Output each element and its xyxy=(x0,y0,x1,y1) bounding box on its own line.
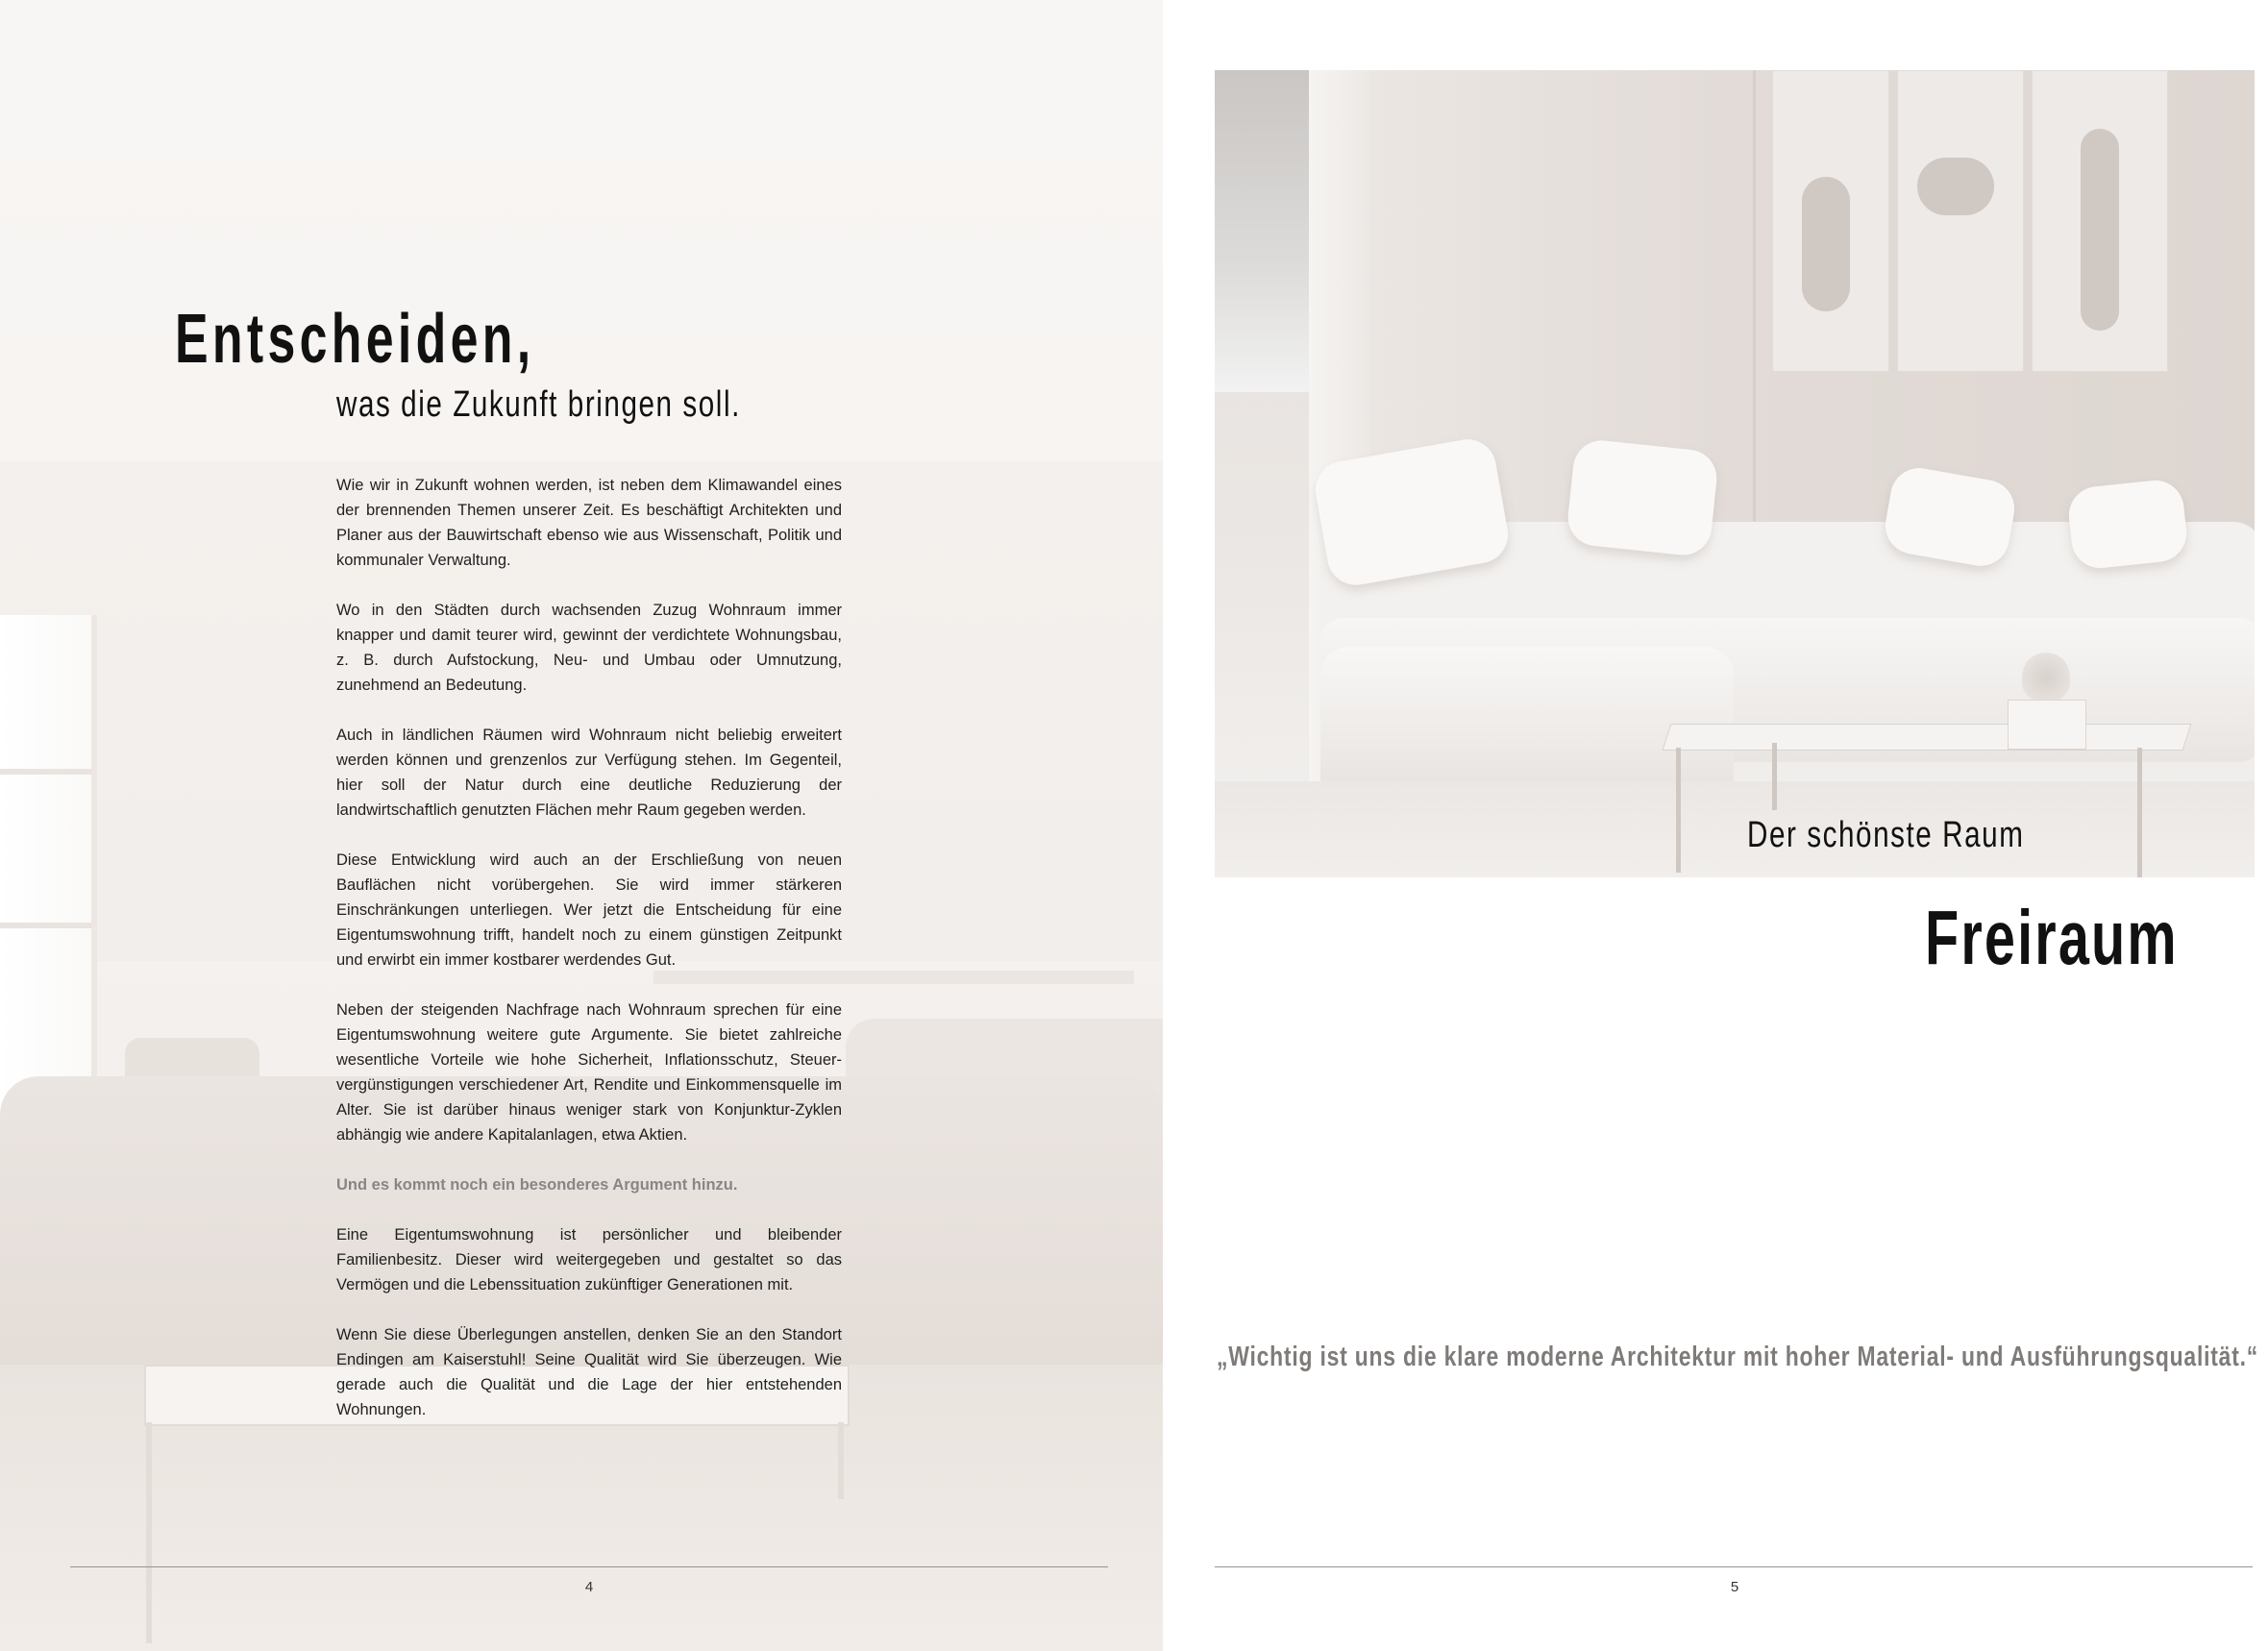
sofa-pillow xyxy=(2066,478,2189,571)
paragraph: Wo in den Städten durch wachsenden Zuzug Wohnraum immer knapper und damit teurer wird, gewinnt der verdichtete Wohnungsbau, z. B. durch Aufstockung, Neu- und Umbau oder Umnutzung, zunehmend an Bedeutung. xyxy=(336,602,842,694)
paragraph: Diese Entwicklung wird auch an der Erschließung von neuen Bauflächen nicht vorübergehen. Sie wird immer stärkeren Einschränkungen unterliegen. Wer jetzt die Entscheidung für eine Eigentumswohnung trifft, handelt noch zu einem günstigen Zeitpunkt und erwirbt ein immer kostbarer werdendes Gut. xyxy=(336,851,842,969)
table-leg xyxy=(2137,748,2142,877)
page-number: 4 xyxy=(584,1579,594,1595)
photo-caption: Der schönste Raum xyxy=(1747,815,2025,855)
paragraph: Wie wir in Zukunft wohnen werden, ist neben dem Klimawandel eines der brennenden Themen unserer Zeit. Es beschäftigt Architekten und Planer aus der Bauwirtschaft ebenso wie aus Wissenschaft, Politik und kommunaler Verwaltung. xyxy=(336,477,842,569)
art-stroke xyxy=(1802,177,1850,311)
emphasis-paragraph: Und es kommt noch ein besonderes Argument hinzu. xyxy=(336,1176,738,1194)
window-frame-bar xyxy=(0,769,91,775)
wall-art-panel xyxy=(2032,70,2168,372)
photo-plant xyxy=(2022,652,2070,704)
quote: „Wichtig ist uns die klare moderne Architektur mit hoher Material- und Ausführungsqualität.“ xyxy=(1217,1342,2259,1372)
art-stroke xyxy=(2081,129,2119,331)
paragraph: Eine Eigentumswohnung ist persönlicher und bleibender Familienbesitz. Dieser wird weitergegeben und gestaltet so das Vermögen und die Lebenssituation zukünftiger Generationen mit. xyxy=(336,1226,842,1294)
photo-floor xyxy=(1215,781,2255,877)
body-text xyxy=(336,473,842,1447)
table-leg xyxy=(1772,743,1777,810)
photo-vase xyxy=(2008,700,2086,750)
table-leg xyxy=(146,1422,152,1643)
page-number: 5 xyxy=(1730,1579,1739,1595)
right-page xyxy=(1163,0,2268,1651)
paragraph: Wenn Sie diese Überlegungen anstellen, denken Sie an den Standort Endingen am Kaiserstuhl! Seine Qualität wird Sie überzeugen. Wie gerade auch die Qualität und die Lage der hier entstehenden Wohnungen. xyxy=(336,1326,842,1418)
paragraph: Neben der steigenden Nachfrage nach Wohnraum sprechen für eine Eigentumswohnung weitere gute Argumente. Sie bietet zahlreiche wesentliche Vorteile wie hohe Sicherheit, Inflationsschutz, Steuer-vergünstigungen verschiedener Art, Rendite und Einkommensquelle im Alter. Sie ist darüber hinaus weniger stark von Konjunktur-Zyklen abhängig wie andere Kapitalanlagen, etwa Aktien. xyxy=(336,1001,842,1144)
photo-window xyxy=(1215,70,1309,392)
page-title: Entscheiden, xyxy=(175,301,535,378)
footer-rule xyxy=(70,1566,1108,1567)
photo-coffee-table xyxy=(1662,724,2191,751)
footer-rule xyxy=(1215,1566,2253,1567)
wall-art-panel xyxy=(1897,70,2024,372)
living-room-photo xyxy=(1215,70,2255,877)
table-leg xyxy=(1676,748,1681,873)
wall-art-panel xyxy=(1772,70,1889,372)
paragraph: Auch in ländlichen Räumen wird Wohnraum nicht beliebig erweitert werden können und grenzenlos zur Verfügung stehen. Im Gegenteil, hier soll der Natur durch eine deutliche Reduzierung der landwirtschaftlich genutzten Flächen mehr Raum gegeben werden. xyxy=(336,727,842,819)
art-stroke xyxy=(1917,158,1994,215)
page-subtitle: was die Zukunft bringen soll. xyxy=(336,384,741,425)
section-heading: Freiraum xyxy=(1925,895,2179,980)
background-window xyxy=(0,615,97,1153)
sofa-pillow xyxy=(1565,437,1720,557)
window-frame-bar xyxy=(0,923,91,928)
